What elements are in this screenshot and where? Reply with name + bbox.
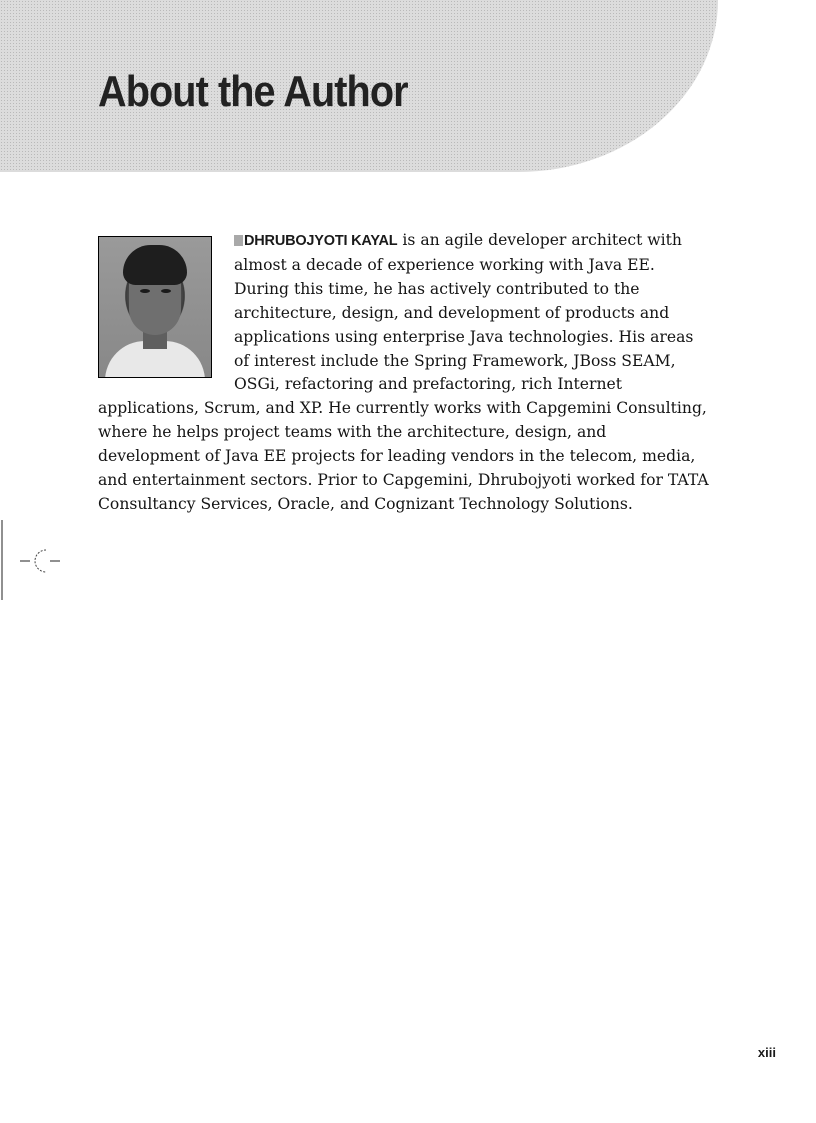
author-name: DHRUBOJYOTI KAYAL	[244, 233, 398, 249]
name-marker-icon	[234, 235, 243, 246]
photo-hair	[123, 245, 187, 285]
photo-eye-left	[140, 289, 150, 293]
page-number: xiii	[757, 1045, 776, 1060]
chapter-title: About the Author	[98, 67, 408, 116]
registration-mark-icon	[0, 520, 70, 600]
author-bio-text: is an agile developer architect with almost a decade of experience working with Java EE. During this time, he has actively contributed to the architecture, design, and development of products and applications using enterprise Java technologies. His areas of interest include the Spring Framework, JBoss SEAM, OSGi, refactoring and prefactoring, rich Internet applications, Scrum, and XP. He currently works with Capgemini Consulting, where he helps project teams with the architecture, design, and development of Java EE projects for leading vendors in the telecom, media, and entertainment sectors. Prior to Capgemini, Dhrubojyoti worked for TATA Consultancy Services, Oracle, and Cognizant Technology Solutions.	[98, 231, 709, 513]
author-photo	[98, 236, 212, 378]
photo-eye-right	[161, 289, 171, 293]
author-section	[98, 229, 712, 517]
